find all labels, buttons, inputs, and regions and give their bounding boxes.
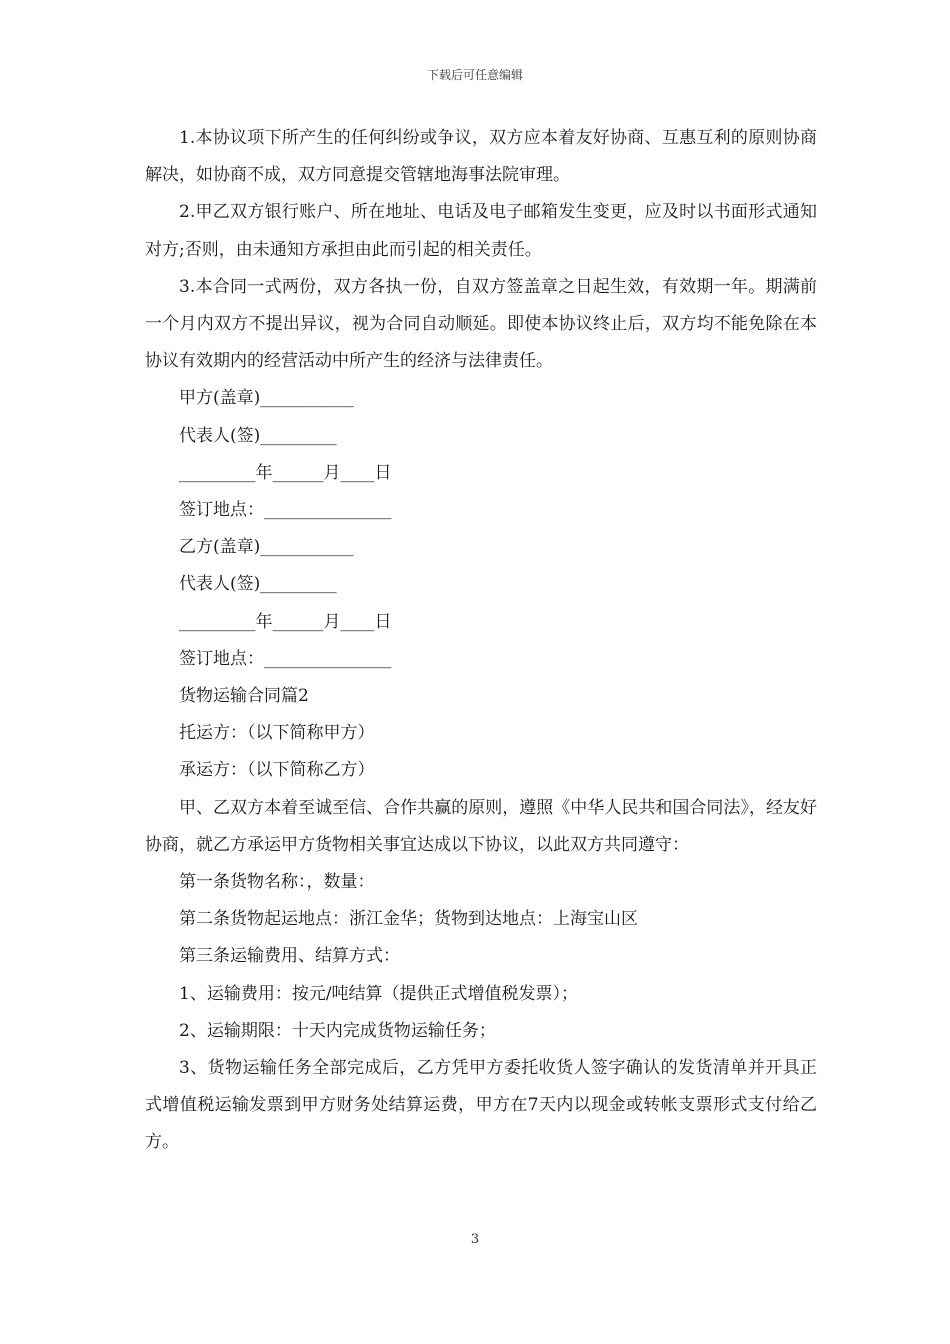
article-1: 第一条货物名称：，数量： — [179, 872, 375, 893]
document-body — [145, 120, 817, 1162]
party-a-date: _________年______月____日 — [179, 462, 392, 483]
section-title: 货物运输合同篇2 — [179, 686, 309, 707]
party-b-date: _________年______月____日 — [179, 611, 392, 632]
shipper-line: 托运方：（以下简称甲方） — [179, 723, 375, 744]
party-b-seal: 乙方(盖章)___________ — [179, 537, 354, 558]
carrier-line: 承运方：（以下简称乙方） — [179, 760, 375, 781]
clause-change-notice: 2.甲乙双方银行账户、所在地址、电话及电子邮箱发生变更，应及时以书面形式通知对方;否则，由未通知方承担由此而引起的相关责任。 — [145, 202, 817, 260]
preamble: 甲、乙双方本着至诚至信、合作共赢的原则，遵照《中华人民共和国合同法》，经友好协商，就乙方承运甲方货物相关事宜达成以下协议，以此双方共同遵守： — [145, 797, 817, 855]
party-a-seal: 甲方(盖章)___________ — [179, 388, 354, 409]
article-2: 第二条货物起运地点：浙江金华；货物到达地点：上海宝山区 — [179, 909, 638, 930]
article-3-item-2: 2、运输期限：十天内完成货物运输任务； — [179, 1020, 496, 1041]
article-3: 第三条运输费用、结算方式： — [179, 946, 400, 967]
clause-validity: 3.本合同一式两份，双方各执一份，自双方签盖章之日起生效，有效期一年。期满前一个月内双方不提出异议，视为合同自动顺延。即使本协议终止后，双方均不能免除在本协议有效期内的经营活动中所产生的经济与法律责任。 — [145, 276, 817, 372]
party-b-place: 签订地点：_______________ — [179, 648, 392, 669]
article-3-item-1: 1、运输费用：按元/吨结算（提供正式增值税发票）； — [179, 983, 579, 1004]
party-a-place: 签订地点：_______________ — [179, 500, 392, 521]
article-3-item-3: 3、货物运输任务全部完成后，乙方凭甲方委托收货人签字确认的发货清单并开具正式增值税运输发票到甲方财务处结算运费，甲方在7天内以现金或转帐支票形式支付给乙方。 — [145, 1058, 817, 1153]
party-a-representative: 代表人(签)_________ — [179, 425, 337, 446]
clause-dispute: 1.本协议项下所产生的任何纠纷或争议，双方应本着友好协商、互惠互利的原则协商解决，如协商不成，双方同意提交管辖地海事法院审理。 — [145, 128, 817, 186]
page-header: 下载后可任意编辑 — [426, 68, 523, 82]
page-number: 3 — [470, 1232, 480, 1247]
party-b-representative: 代表人(签)_________ — [179, 574, 337, 595]
